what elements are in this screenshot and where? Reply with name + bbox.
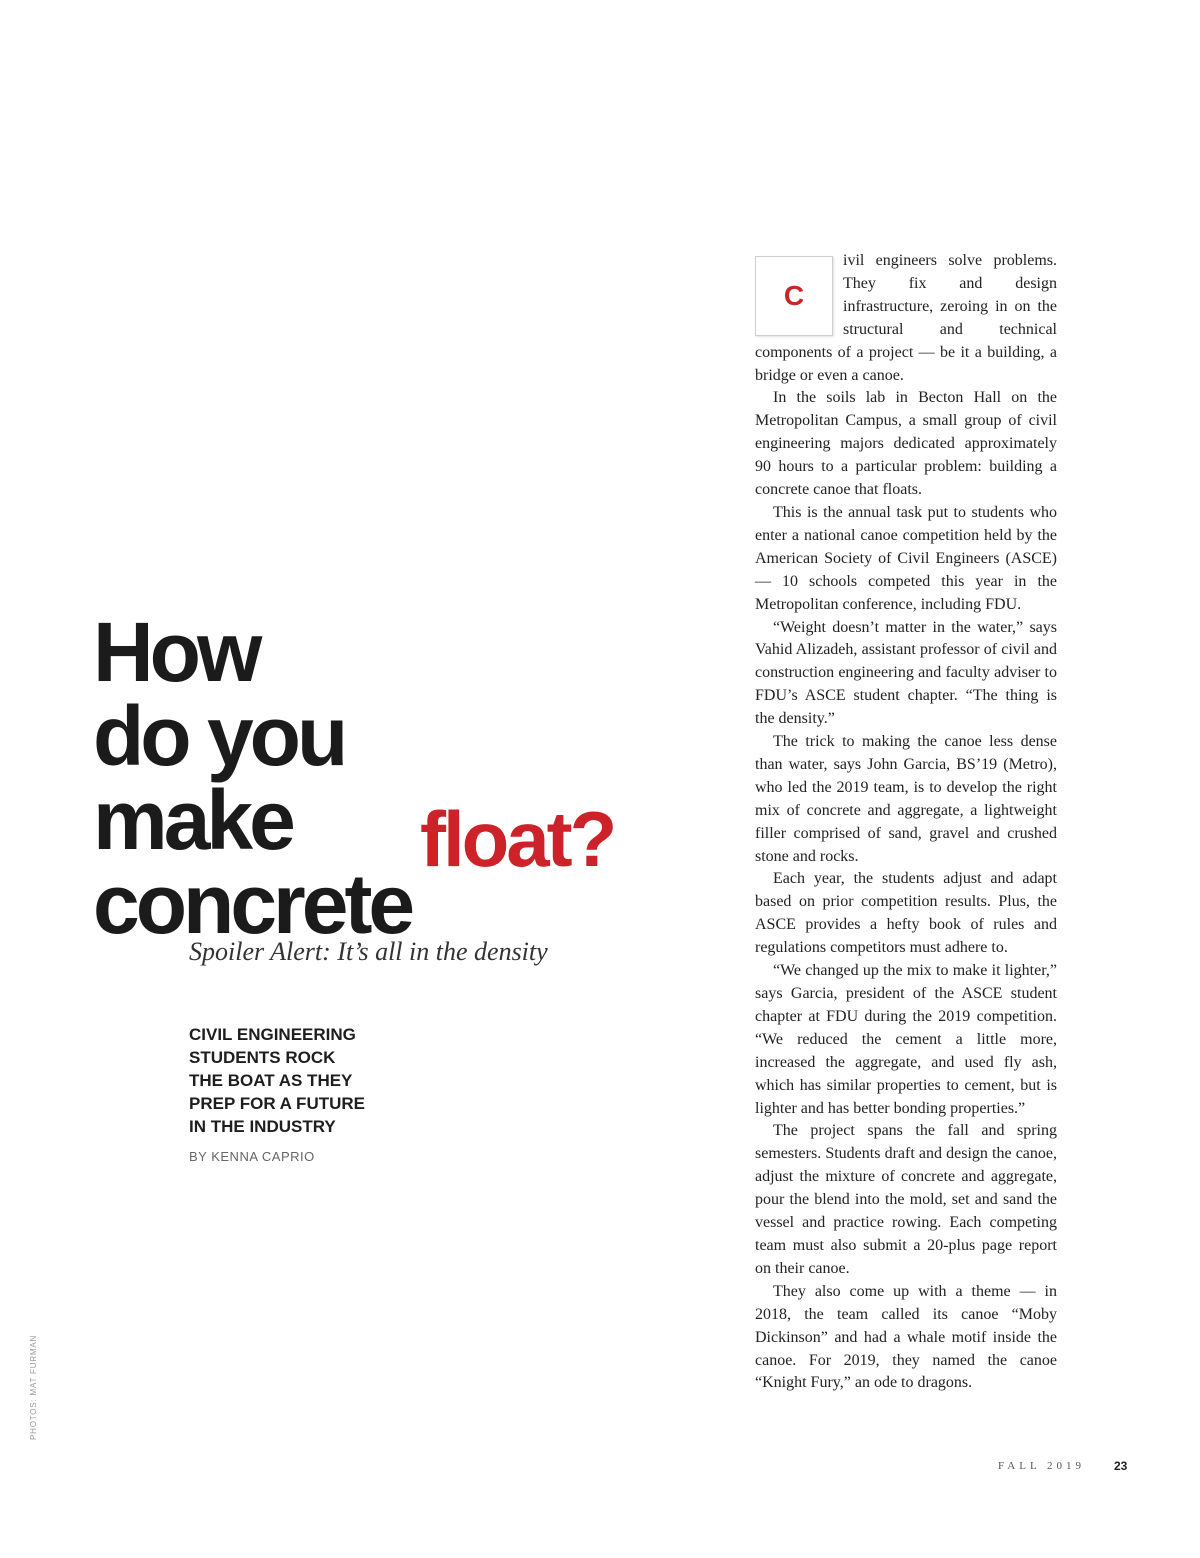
issue-season: FALL 2019	[998, 1460, 1086, 1472]
headline-line: concrete	[93, 857, 412, 951]
subtitle: Spoiler Alert: It’s all in the density	[189, 937, 548, 966]
article-paragraph: The project spans the fall and spring semesters. Students draft and design the canoe, adjust the mixture of concrete and aggregate, pour the blend into the mold, set and sand the vessel and practice rowing. Each competing team must also submit a 20-plus page report on their canoe.	[755, 1122, 1057, 1277]
article-paragraph: The trick to making the canoe less dense than water, says John Garcia, BS’19 (Metro), who led the 2019 team, is to develop the right mix of concrete and aggregate, a lightweight filler comprised of sand, gravel and crushed stone and rocks.	[755, 733, 1057, 865]
deck-line: THE BOAT AS THEY	[189, 1071, 353, 1090]
page-number: 23	[1114, 1459, 1128, 1473]
article-paragraph: Each year, the students adjust and adapt based on prior competition results. Plus, the ASCE provides a hefty book of rules and regulations competitors must adhere to.	[755, 870, 1057, 957]
headline-line: make	[93, 773, 292, 867]
article-paragraph	[755, 250, 1057, 387]
headline-accent-word: float?	[420, 795, 615, 883]
headline	[93, 605, 412, 951]
deck-line: CIVIL ENGINEERING	[189, 1025, 356, 1044]
deck-line: PREP FOR A FUTURE	[189, 1094, 365, 1113]
paragraph-text: ivil engineers solve problems. They fix and design infrastructure, zeroing in on the structural and technical components of a project — be it a building, a bridge or even a canoe.	[755, 252, 1057, 384]
article-paragraph: “We changed up the mix to make it lighter,” says Garcia, president of the ASCE student chapter at FDU during the 2019 competition. “We reduced the cement a little more, increased the aggregate, and used fly ash, which has similar properties to cement, but is lighter and has better bonding properties.”	[755, 962, 1057, 1117]
drop-cap: C	[755, 256, 833, 336]
article-body	[755, 250, 1057, 1395]
article-paragraph: “Weight doesn’t matter in the water,” says Vahid Alizadeh, assistant professor of civil and construction engineering and faculty adviser to FDU’s ASCE student chapter. “The thing is the density.”	[755, 618, 1057, 728]
deck-line: IN THE INDUSTRY	[189, 1117, 336, 1136]
article-paragraph: In the soils lab in Becton Hall on the Metropolitan Campus, a small group of civil engineering majors dedicated approximately 90 hours to a particular problem: building a concrete canoe that floats.	[755, 389, 1057, 499]
deck	[189, 1023, 389, 1138]
headline-line: do you	[93, 689, 345, 783]
photo-credit: PHOTOS: MAT FURMAN	[29, 1334, 38, 1440]
byline: BY KENNA CAPRIO	[189, 1149, 315, 1164]
deck-line: STUDENTS ROCK	[189, 1048, 336, 1067]
article-paragraph: They also come up with a theme — in 2018, the team called its canoe “Moby Dickinson” and had a whale motif inside the canoe. For 2019, they named the canoe “Knight Fury,” an ode to dragons.	[755, 1282, 1057, 1392]
article-paragraph: This is the annual task put to students who enter a national canoe competition held by the American Society of Civil Engineers (ASCE) — 10 schools competed this year in the Metropolitan conference, including FDU.	[755, 503, 1057, 613]
headline-line: How	[93, 605, 259, 699]
